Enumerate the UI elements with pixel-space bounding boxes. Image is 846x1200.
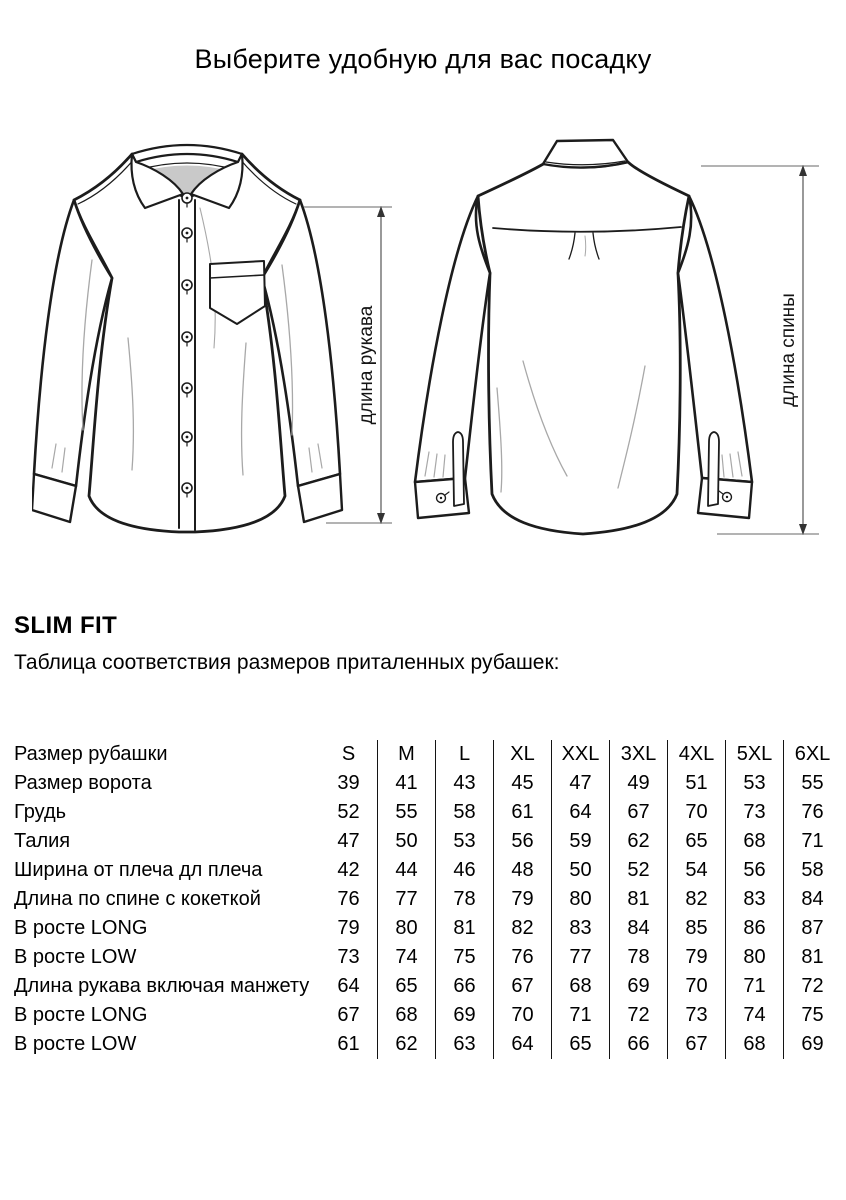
back-left-sleeve	[415, 196, 490, 518]
size-cell: 43	[436, 769, 494, 798]
back-collar	[543, 140, 628, 168]
size-cell: XXL	[552, 740, 610, 769]
size-cell: 50	[552, 856, 610, 885]
size-cell: 72	[610, 1001, 668, 1030]
size-cell: 47	[337, 830, 360, 852]
back-length-label: длина спины	[778, 293, 799, 407]
size-cell: 71	[784, 827, 842, 856]
size-cell: 55	[784, 769, 842, 798]
size-cell: 78	[610, 943, 668, 972]
size-cell: 67	[494, 972, 552, 1001]
size-cell: 80	[726, 943, 784, 972]
size-cell: 47	[552, 769, 610, 798]
size-cell: 56	[494, 827, 552, 856]
size-table	[14, 740, 841, 1059]
size-cell: 84	[610, 914, 668, 943]
size-cell: 62	[378, 1030, 436, 1059]
table-row	[14, 1030, 841, 1059]
size-cell: 76	[784, 798, 842, 827]
back-length-dimension	[693, 154, 825, 546]
size-cell: 50	[378, 827, 436, 856]
table-header-row	[14, 740, 841, 769]
fit-heading: SLIM FIT	[14, 612, 118, 639]
size-cell: 82	[668, 885, 726, 914]
size-cell: 65	[378, 972, 436, 1001]
size-cell: 70	[668, 972, 726, 1001]
size-cell: 61	[494, 798, 552, 827]
row-label: Длина рукава включая манжету	[14, 975, 310, 997]
size-cell: 71	[726, 972, 784, 1001]
size-cell: 66	[436, 972, 494, 1001]
table-row	[14, 856, 841, 885]
dimension-lines	[304, 206, 392, 524]
row-label: Размер ворота	[14, 772, 152, 794]
size-cell: 75	[784, 1001, 842, 1030]
table-row	[14, 972, 841, 1001]
size-cell: 66	[610, 1030, 668, 1059]
size-cell: 68	[552, 972, 610, 1001]
size-cell: 62	[610, 827, 668, 856]
row-label: Грудь	[14, 801, 67, 823]
back-body	[478, 162, 689, 534]
size-cell: 78	[436, 885, 494, 914]
size-cell: 63	[436, 1030, 494, 1059]
size-cell: 83	[726, 885, 784, 914]
size-cell: 72	[784, 972, 842, 1001]
size-cell: 69	[784, 1030, 842, 1059]
row-label: Ширина от плеча дл плеча	[14, 859, 263, 881]
size-cell: 85	[668, 914, 726, 943]
size-cell: 59	[552, 827, 610, 856]
size-cell: 74	[726, 1001, 784, 1030]
row-label: Размер рубашки	[14, 743, 168, 765]
size-cell: 77	[378, 885, 436, 914]
size-cell: 68	[726, 1030, 784, 1059]
size-cell: 64	[337, 975, 360, 997]
size-cell: 55	[378, 798, 436, 827]
table-row	[14, 914, 841, 943]
table-row	[14, 943, 841, 972]
sleeve-length-label: длина рукава	[356, 305, 377, 425]
size-cell: 5XL	[726, 740, 784, 769]
size-cell: 79	[494, 885, 552, 914]
row-label: Длина по спине с кокеткой	[14, 888, 261, 910]
size-cell: 45	[494, 769, 552, 798]
table-row	[14, 1001, 841, 1030]
size-cell: 70	[668, 798, 726, 827]
size-cell: XL	[494, 740, 552, 769]
size-cell: L	[436, 740, 494, 769]
size-cell: 53	[726, 769, 784, 798]
size-cell: 68	[378, 1001, 436, 1030]
row-label: В росте LONG	[14, 917, 148, 939]
table-row	[14, 827, 841, 856]
table-subtitle: Таблица соответствия размеров приталенных рубашек:	[14, 651, 560, 674]
size-cell: 71	[552, 1001, 610, 1030]
size-cell: 64	[552, 798, 610, 827]
size-cell: 58	[784, 856, 842, 885]
size-cell: 73	[668, 1001, 726, 1030]
size-cell: 67	[610, 798, 668, 827]
size-cell: 58	[436, 798, 494, 827]
row-label: В росте LOW	[14, 946, 137, 968]
size-cell: 49	[610, 769, 668, 798]
size-cell: 3XL	[610, 740, 668, 769]
size-cell: 4XL	[668, 740, 726, 769]
size-cell: 79	[668, 943, 726, 972]
size-cell: 52	[337, 801, 360, 823]
size-cell: 80	[552, 885, 610, 914]
row-label: В росте LONG	[14, 1004, 148, 1026]
size-cell: 73	[337, 946, 360, 968]
size-cell: 82	[494, 914, 552, 943]
size-cell: 64	[494, 1030, 552, 1059]
size-cell: 52	[610, 856, 668, 885]
size-cell: 76	[337, 888, 360, 910]
size-cell: 65	[668, 827, 726, 856]
size-cell: 81	[784, 943, 842, 972]
size-cell: 87	[784, 914, 842, 943]
size-cell: 61	[337, 1033, 360, 1055]
size-cell: 73	[726, 798, 784, 827]
size-cell: 67	[337, 1004, 360, 1026]
size-cell: 75	[436, 943, 494, 972]
size-cell: 54	[668, 856, 726, 885]
size-cell: 42	[337, 859, 360, 881]
size-cell: 69	[610, 972, 668, 1001]
size-cell: 81	[610, 885, 668, 914]
size-cell: M	[378, 740, 436, 769]
size-cell: 76	[494, 943, 552, 972]
size-cell: 70	[494, 1001, 552, 1030]
size-cell: 67	[668, 1030, 726, 1059]
size-cell: 83	[552, 914, 610, 943]
size-cell: S	[341, 743, 356, 765]
row-label: Талия	[14, 830, 71, 852]
size-cell: 48	[494, 856, 552, 885]
size-cell: 41	[378, 769, 436, 798]
size-cell: 44	[378, 856, 436, 885]
size-cell: 81	[436, 914, 494, 943]
size-cell: 53	[436, 827, 494, 856]
table-row	[14, 798, 841, 827]
size-cell: 79	[337, 917, 360, 939]
sleeve-length-dimension	[298, 196, 398, 532]
size-cell: 65	[552, 1030, 610, 1059]
size-cell: 56	[726, 856, 784, 885]
size-cell: 51	[668, 769, 726, 798]
size-cell: 39	[337, 772, 360, 794]
dimension-lines	[701, 165, 819, 535]
size-cell: 74	[378, 943, 436, 972]
page-title: Выберите удобную для вас посадку	[194, 44, 652, 74]
size-cell: 77	[552, 943, 610, 972]
size-cell: 46	[436, 856, 494, 885]
table-row	[14, 769, 841, 798]
size-cell: 69	[436, 1001, 494, 1030]
size-cell: 84	[784, 885, 842, 914]
table-row	[14, 885, 841, 914]
size-cell: 6XL	[784, 740, 842, 769]
size-cell: 86	[726, 914, 784, 943]
size-cell: 80	[378, 914, 436, 943]
left-sleeve-placket	[453, 432, 464, 506]
row-label: В росте LOW	[14, 1033, 137, 1055]
size-cell: 68	[726, 827, 784, 856]
